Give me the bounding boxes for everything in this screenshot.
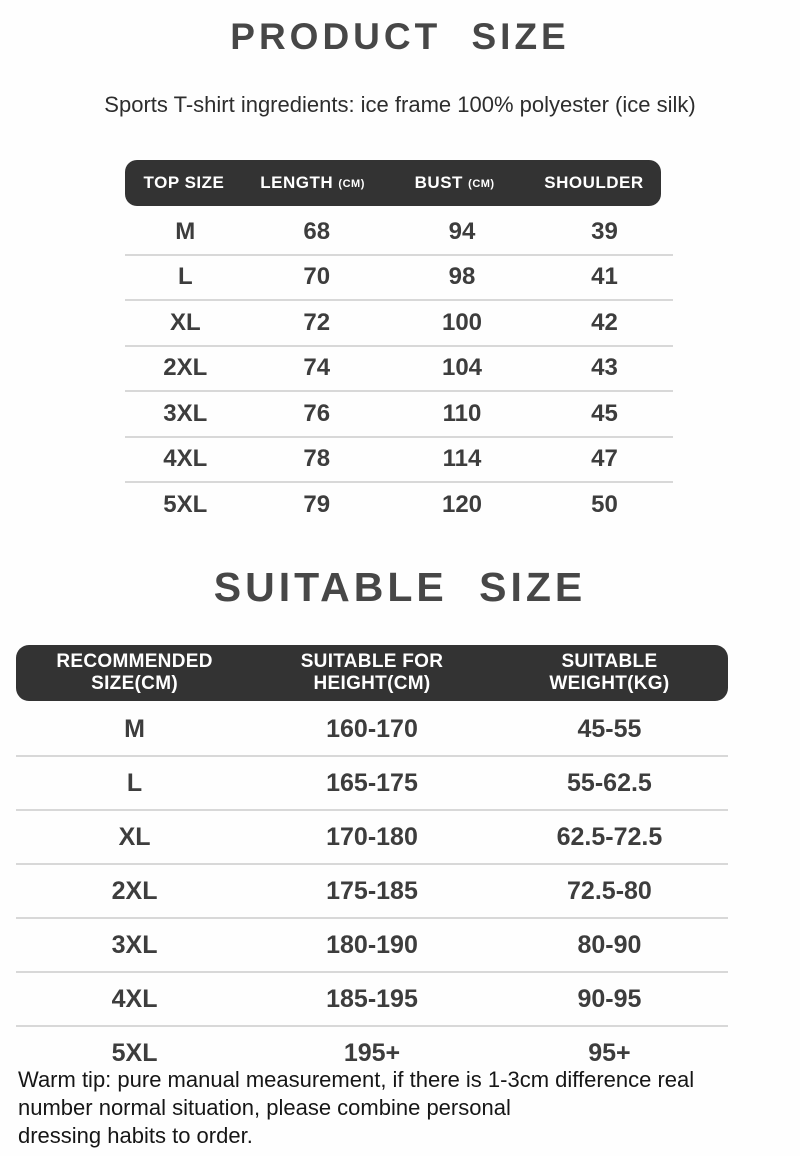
cell-top-size: 3XL: [163, 399, 208, 427]
cell-shoulder: 50: [591, 490, 618, 518]
cell-bust: 94: [448, 217, 476, 245]
cell-weight-range: 55-62.5: [567, 768, 652, 797]
cell-bust: 114: [442, 445, 482, 473]
cell-shoulder: 47: [591, 445, 618, 473]
table-row: [125, 347, 673, 393]
cell-height-range: 185-195: [326, 984, 418, 1013]
warm-tip-line: dressing habits to order.: [18, 1123, 253, 1148]
bust-unit: (CM): [468, 178, 495, 190]
table-row: [16, 757, 728, 811]
header-suitable-weight: SUITABLE WEIGHT(KG): [549, 650, 670, 694]
cell-bust: 98: [448, 263, 476, 291]
ingredients-subtitle: Sports T-shirt ingredients: ice frame 100% polyester (ice silk): [104, 92, 696, 117]
cell-height-range: 170-180: [326, 822, 418, 851]
table-row: [125, 483, 673, 527]
cell-top-size: 5XL: [163, 490, 208, 518]
cell-height-range: 195+: [343, 1038, 401, 1067]
header-recommended-size: RECOMMENDED SIZE(CM): [56, 650, 213, 694]
table-row: [125, 210, 673, 256]
cell-length: 79: [303, 490, 331, 518]
cell-weight-range: 95+: [588, 1038, 631, 1067]
cell-shoulder: 45: [591, 399, 618, 427]
cell-weight-range: 90-95: [577, 984, 642, 1013]
cell-height-range: 160-170: [326, 714, 418, 743]
cell-top-size: 4XL: [163, 445, 208, 473]
suitable-size-table-body: [16, 703, 728, 1079]
header-shoulder: SHOULDER: [544, 173, 644, 192]
cell-recommended-size: 5XL: [111, 1038, 158, 1067]
product-size-table-body: [125, 210, 673, 527]
header-top-size: TOP SIZE: [143, 173, 225, 192]
table-row: [125, 256, 673, 302]
cell-recommended-size: M: [124, 714, 145, 743]
cell-bust: 120: [441, 490, 483, 518]
product-size-table: [125, 160, 673, 527]
suitable-size-table: [16, 645, 728, 1079]
product-size-table-header: [125, 160, 661, 206]
cell-weight-range: 62.5-72.5: [556, 822, 663, 851]
cell-recommended-size: 4XL: [111, 984, 158, 1013]
cell-recommended-size: L: [126, 768, 143, 797]
cell-weight-range: 45-55: [577, 714, 642, 743]
cell-recommended-size: 3XL: [111, 930, 158, 959]
warm-tip-note: [18, 1066, 788, 1150]
table-row: [16, 919, 728, 973]
cell-top-size: M: [175, 217, 196, 245]
table-row: [16, 865, 728, 919]
cell-length: 68: [303, 217, 331, 245]
table-row: [16, 811, 728, 865]
cell-length: 78: [303, 445, 331, 473]
header-bust: BUST (CM): [414, 173, 495, 192]
cell-shoulder: 39: [591, 217, 618, 245]
cell-bust: 104: [441, 354, 483, 382]
table-row: [125, 392, 673, 438]
cell-top-size: 2XL: [163, 354, 208, 382]
table-row: [125, 301, 673, 347]
header-length: LENGTH (CM): [260, 173, 365, 192]
cell-shoulder: 43: [591, 354, 618, 382]
cell-length: 72: [303, 308, 331, 336]
warm-tip-line: Warm tip: pure manual measurement, if there is 1-3cm difference real: [18, 1067, 695, 1092]
cell-height-range: 180-190: [326, 930, 418, 959]
suitable-size-title: SUITABLE SIZE: [213, 564, 587, 610]
cell-recommended-size: XL: [118, 822, 151, 851]
cell-length: 70: [303, 263, 331, 291]
cell-top-size: XL: [169, 308, 201, 336]
table-row: [16, 973, 728, 1027]
header-suitable-height: SUITABLE FOR HEIGHT(CM): [300, 650, 444, 694]
length-unit: (CM): [338, 178, 365, 190]
suitable-size-table-header: [16, 645, 728, 701]
cell-shoulder: 41: [591, 263, 618, 291]
warm-tip-line: number normal situation, please combine personal: [18, 1095, 511, 1120]
cell-bust: 110: [442, 399, 482, 427]
table-row: [125, 438, 673, 484]
cell-top-size: L: [177, 263, 193, 291]
cell-shoulder: 42: [591, 308, 618, 336]
cell-weight-range: 80-90: [577, 930, 642, 959]
cell-weight-range: 72.5-80: [567, 876, 652, 905]
cell-height-range: 175-185: [326, 876, 418, 905]
cell-length: 76: [303, 399, 331, 427]
product-size-title: PRODUCT SIZE: [230, 16, 570, 57]
cell-height-range: 165-175: [326, 768, 418, 797]
table-row: [16, 703, 728, 757]
cell-bust: 100: [441, 308, 483, 336]
cell-length: 74: [303, 354, 331, 382]
cell-recommended-size: 2XL: [111, 876, 158, 905]
